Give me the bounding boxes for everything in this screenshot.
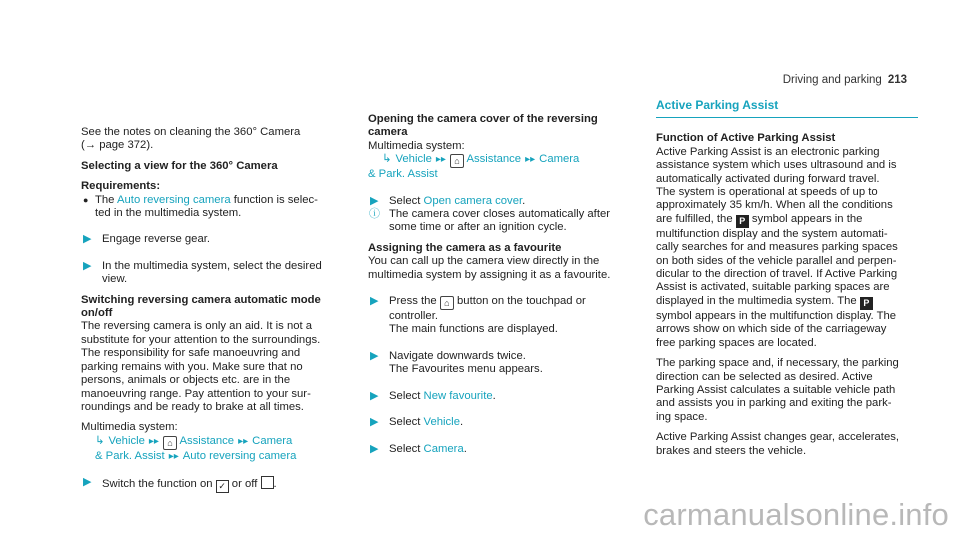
open-camera-cover-link[interactable]: Open camera cover — [423, 194, 523, 207]
intro-line: See the notes on cleaning the 360° Camera — [81, 126, 301, 138]
column-left — [81, 126, 351, 493]
camera-link[interactable]: Camera — [423, 442, 464, 455]
section-title: Active Parking Assist — [656, 99, 918, 118]
multimedia-system-label: Multimedia system: — [368, 139, 465, 152]
assistance-icon: ⌂ — [163, 436, 177, 450]
path-camera[interactable]: Camera — [539, 153, 580, 166]
selection-paragraph: The parking space and, if necessary, the parking direction can be selected as desired. Active Parking Assist calculates a suitable vehicle path and assists you in parking and exiting the park- ing space. — [656, 357, 899, 423]
path-auto-reversing-camera[interactable]: Auto reversing camera — [182, 449, 297, 462]
safety-paragraph: The reversing camera is only an aid. It is not a substitute for your attention to the surroundings. The responsibility for safe manoeuvring and parking remains with you. Make sure that no persons, animals or objects etc. are in the manoeuvring range. Pay attention to your sur- roundings and be ready to brake at all times. — [81, 320, 321, 413]
column-right — [656, 98, 918, 458]
page-number: 213 — [887, 74, 907, 86]
double-chevron-icon: ▸▸ — [168, 450, 179, 462]
triangle-bullet-icon: ▶ — [370, 416, 379, 429]
checkbox-empty-icon — [261, 476, 274, 489]
heading-switch-auto-mode: Switching reversing camera automatic mode on/off — [81, 293, 321, 320]
bullet-icon: ● — [83, 194, 89, 205]
step-navigate: ▶ Navigate downwards twice. The Favourites menu appears. — [370, 349, 543, 376]
new-favourite-link[interactable]: New favourite — [423, 389, 493, 402]
requirement-item: ● The Auto reversing camera function is selec- ted in the multimedia system. — [83, 193, 318, 220]
step-engage-reverse: ▶ Engage reverse gear. — [83, 233, 211, 246]
triangle-bullet-icon: ▶ — [370, 295, 379, 308]
step-press-home: ▶ Press the ⌂ button on the touchpad or controller. The main functions are displayed. — [370, 295, 586, 336]
heading-assign-favourite: Assigning the camera as a favourite — [368, 241, 562, 254]
parking-symbol-icon: P — [860, 297, 873, 310]
double-chevron-icon: ▸▸ — [435, 154, 446, 166]
assistance-icon: ⌂ — [450, 154, 464, 168]
path-park-assist[interactable]: & Park. Assist — [368, 168, 438, 181]
step-switch-function: ▶ Switch the function on ✓ or off . — [83, 476, 277, 492]
triangle-bullet-icon: ▶ — [83, 476, 92, 489]
multimedia-system-label: Multimedia system: — [81, 421, 178, 434]
page-reference: (→ page 372). — [81, 139, 154, 152]
path-assistance[interactable]: Assistance — [466, 153, 522, 166]
return-arrow-icon: ↳ — [95, 434, 105, 447]
triangle-bullet-icon: ▶ — [83, 259, 92, 272]
triangle-bullet-icon: ▶ — [370, 349, 379, 362]
step-select-vehicle: ▶ Select Vehicle. — [370, 416, 464, 429]
parking-symbol-icon: P — [736, 215, 749, 228]
function-paragraph: Active Parking Assist is an electronic parking assistance system which uses ultrasound and is automatically activated during forward travel. The system is operational at speeds of up to approximately 35 km/h. When all the conditions are fulfilled, the P symbol appears in the multifunction display and the system automati- cally searches for and measures parking spaces on both sides of the vehicle parallel and perpen- dicular to the direction of travel. If Active Parking Assist is activated, suitable parking spaces are displayed in the multimedia system. The P symbol appears in the multifunction display. The arrows show on which side of the carriageway free parking spaces are located. — [656, 145, 898, 349]
section-name: Driving and parking — [782, 74, 882, 86]
actions-paragraph: Active Parking Assist changes gear, accelerates, brakes and steers the vehicle. — [656, 431, 900, 457]
triangle-bullet-icon: ▶ — [83, 233, 92, 246]
path-park-assist[interactable]: & Park. Assist — [95, 449, 165, 462]
info-icon: ⓘ — [369, 208, 380, 221]
requirements-label: Requirements: — [81, 180, 161, 193]
menu-path — [368, 153, 640, 181]
double-chevron-icon: ▸▸ — [238, 435, 249, 447]
heading-function: Function of Active Parking Assist — [656, 132, 836, 145]
double-chevron-icon: ▸▸ — [148, 435, 159, 447]
double-chevron-icon: ▸▸ — [525, 154, 536, 166]
checkbox-checked-icon: ✓ — [216, 480, 229, 493]
path-assistance[interactable]: Assistance — [179, 434, 235, 447]
heading-open-camera-cover: Opening the camera cover of the reversing camera — [368, 113, 598, 139]
auto-reversing-camera-link[interactable]: Auto reversing camera — [116, 193, 231, 206]
vehicle-link[interactable]: Vehicle — [423, 416, 460, 429]
path-camera[interactable]: Camera — [252, 434, 293, 447]
watermark: carmanualsonline.info — [643, 497, 949, 532]
step-select-camera: ▶ Select Camera. — [370, 442, 467, 455]
column-middle — [368, 113, 640, 456]
step-open-cover: ▶ Select Open camera cover. — [370, 194, 526, 207]
triangle-bullet-icon: ▶ — [370, 442, 379, 455]
menu-path — [81, 435, 351, 463]
page-header — [783, 74, 907, 86]
assign-paragraph: You can call up the camera view directly in the multimedia system by assigning it as a favourite. — [368, 255, 611, 281]
step-select-new-favourite: ▶ Select New favourite. — [370, 389, 496, 402]
triangle-bullet-icon: ▶ — [370, 389, 379, 402]
step-select-view: ▶ In the multimedia system, select the desired view. — [83, 259, 322, 286]
return-arrow-icon: ↳ — [382, 153, 392, 166]
path-vehicle[interactable]: Vehicle — [395, 153, 432, 166]
triangle-bullet-icon: ▶ — [370, 194, 379, 207]
info-note: ⓘ The camera cover closes automatically after some time or after an ignition cycle. — [369, 208, 611, 234]
heading-select-view: Selecting a view for the 360° Camera — [81, 159, 278, 172]
home-icon: ⌂ — [440, 296, 454, 310]
path-vehicle[interactable]: Vehicle — [108, 434, 145, 447]
